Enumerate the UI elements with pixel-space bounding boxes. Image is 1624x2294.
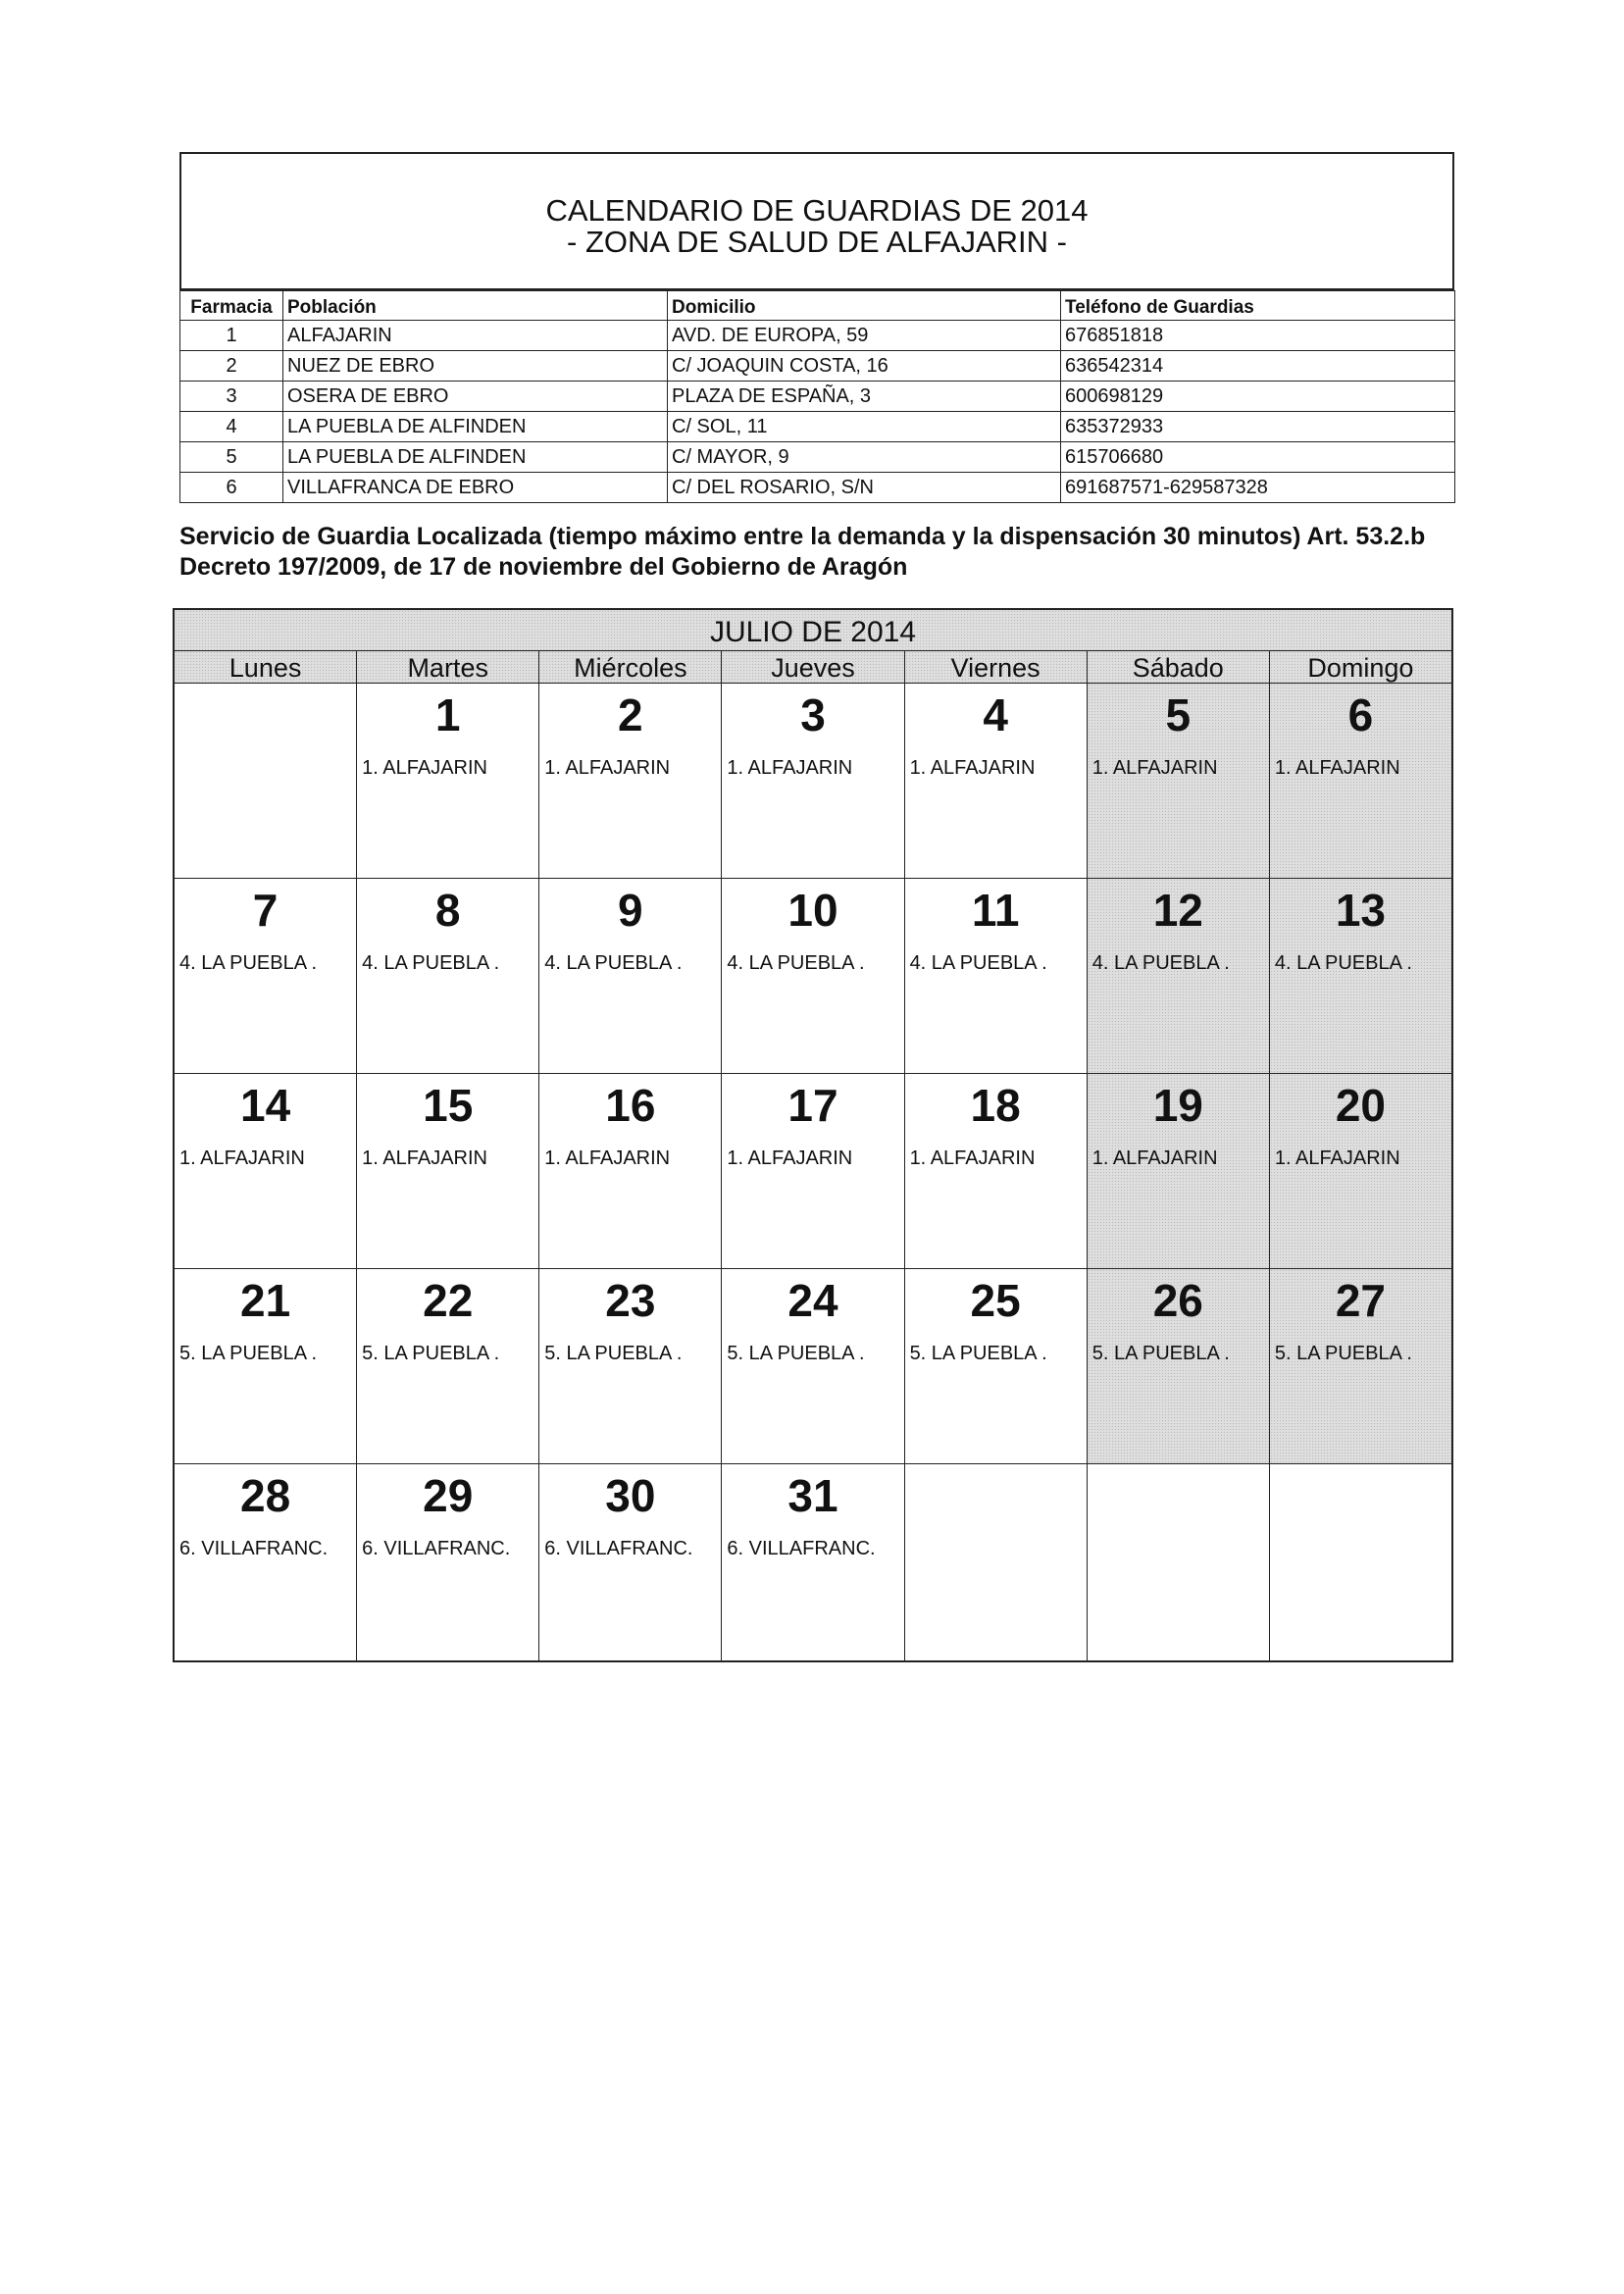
day-number: 24: [787, 1275, 838, 1326]
day-number: 14: [239, 1080, 291, 1131]
month-title: JULIO DE 2014: [175, 610, 1451, 651]
day-number: 17: [787, 1080, 838, 1131]
weekday-header: Domingo: [1269, 651, 1451, 683]
pharmacy-number: 3: [180, 382, 283, 412]
duty-pharmacy: 4. LA PUEBLA .: [362, 952, 500, 974]
day-number: 21: [239, 1275, 291, 1326]
calendar-day: [721, 1464, 903, 1660]
calendar-day: [904, 1074, 1087, 1268]
pharmacy-number: 5: [180, 442, 283, 473]
pharmacy-town: NUEZ DE EBRO: [283, 351, 668, 382]
pharmacy-number: 4: [180, 412, 283, 442]
day-number: 26: [1152, 1275, 1203, 1326]
day-number: 12: [1152, 885, 1203, 936]
calendar-day: [175, 879, 356, 1073]
duty-pharmacy: 1. ALFAJARIN: [179, 1147, 305, 1169]
day-number: 20: [1335, 1080, 1386, 1131]
calendar-day: [175, 1269, 356, 1463]
column-header-poblacion: Población: [283, 291, 668, 321]
duty-pharmacy: 1. ALFAJARIN: [909, 1147, 1036, 1169]
calendar-day: [904, 879, 1087, 1073]
duty-pharmacy: 6. VILLAFRANC.: [727, 1538, 876, 1559]
day-number: 9: [618, 885, 643, 936]
duty-pharmacy: 5. LA PUEBLA .: [362, 1343, 500, 1364]
duty-pharmacy: 1. ALFAJARIN: [909, 757, 1036, 779]
duty-pharmacy: 1. ALFAJARIN: [544, 757, 671, 779]
service-note-line1: Servicio de Guardia Localizada (tiempo máximo entre la demanda y la dispensación 30 minutos) Art. 53.2.b: [179, 523, 1426, 550]
weekday-header: Martes: [356, 651, 538, 683]
weekday-header: Miércoles: [538, 651, 721, 683]
day-number: 30: [605, 1470, 656, 1521]
day-number: 29: [423, 1470, 474, 1521]
duty-pharmacy: 4. LA PUEBLA .: [544, 952, 683, 974]
pharmacy-table-header-row: [180, 291, 1455, 321]
day-number: 3: [800, 689, 826, 740]
pharmacy-town: VILLAFRANCA DE EBRO: [283, 473, 668, 503]
calendar-day: [538, 684, 721, 878]
calendar-day: [1269, 684, 1451, 878]
pharmacy-number: 1: [180, 321, 283, 351]
day-number: 27: [1335, 1275, 1386, 1326]
calendar-day: [1087, 1074, 1269, 1268]
calendar-week: [175, 1074, 1451, 1269]
duty-pharmacy: 4. LA PUEBLA .: [179, 952, 318, 974]
day-number: 6: [1347, 689, 1374, 740]
day-number: 23: [605, 1275, 656, 1326]
day-number: 11: [971, 885, 1020, 936]
calendar-week: [175, 1269, 1451, 1464]
pharmacy-town: ALFAJARIN: [283, 321, 668, 351]
calendar-day: [1269, 1269, 1451, 1463]
duty-pharmacy: 4. LA PUEBLA .: [1274, 952, 1412, 974]
calendar-day: [721, 1074, 903, 1268]
day-number: 2: [618, 689, 643, 740]
calendar-week: [175, 879, 1451, 1074]
pharmacy-table: [179, 290, 1455, 503]
duty-pharmacy: 5. LA PUEBLA .: [544, 1343, 683, 1364]
service-note: [179, 522, 1484, 583]
calendar-empty-cell: [1087, 1464, 1269, 1660]
pharmacy-number: 2: [180, 351, 283, 382]
calendar-day: [356, 1464, 538, 1660]
calendar-day: [721, 1269, 903, 1463]
day-number: 22: [423, 1275, 474, 1326]
weekday-header: Lunes: [175, 651, 356, 683]
table-row: [180, 412, 1455, 442]
duty-pharmacy: 1. ALFAJARIN: [362, 757, 487, 779]
duty-pharmacy: 1. ALFAJARIN: [727, 757, 853, 779]
calendar-day: [175, 1074, 356, 1268]
column-header-telefono: Teléfono de Guardias: [1061, 291, 1455, 321]
pharmacy-address: C/ JOAQUIN COSTA, 16: [668, 351, 1061, 382]
calendar-day: [721, 879, 903, 1073]
calendar-day: [356, 1074, 538, 1268]
pharmacy-number: 6: [180, 473, 283, 503]
calendar-empty-cell: [1269, 1464, 1451, 1660]
duty-pharmacy: 6. VILLAFRANC.: [179, 1538, 329, 1559]
day-number: 4: [983, 689, 1008, 740]
calendar-day: [356, 1269, 538, 1463]
duty-pharmacy: 5. LA PUEBLA .: [909, 1343, 1047, 1364]
calendar-day: [175, 1464, 356, 1660]
calendar-day: [538, 1464, 721, 1660]
day-number: 5: [1165, 689, 1192, 740]
duty-pharmacy: 1. ALFAJARIN: [362, 1147, 487, 1169]
calendar-day: [1269, 879, 1451, 1073]
pharmacy-address: C/ SOL, 11: [668, 412, 1061, 442]
duty-pharmacy: 5. LA PUEBLA .: [179, 1343, 318, 1364]
header-box: [179, 152, 1454, 290]
column-header-domicilio: Domicilio: [668, 291, 1061, 321]
day-number: 10: [787, 885, 838, 936]
table-row: [180, 473, 1455, 503]
weekday-header-row: [175, 651, 1451, 684]
weekday-header: Jueves: [721, 651, 903, 683]
pharmacy-address: AVD. DE EUROPA, 59: [668, 321, 1061, 351]
pharmacy-phone: 676851818: [1061, 321, 1455, 351]
weekday-header: Viernes: [904, 651, 1087, 683]
day-number: 16: [605, 1080, 656, 1131]
calendar-day: [538, 879, 721, 1073]
day-number: 7: [252, 885, 279, 936]
calendar-empty-cell: [175, 684, 356, 878]
duty-pharmacy: 4. LA PUEBLA .: [727, 952, 865, 974]
duty-pharmacy: 6. VILLAFRANC.: [362, 1538, 511, 1559]
calendar-day: [1087, 684, 1269, 878]
pharmacy-town: LA PUEBLA DE ALFINDEN: [283, 412, 668, 442]
calendar-day: [1087, 879, 1269, 1073]
table-row: [180, 351, 1455, 382]
calendar-empty-cell: [904, 1464, 1087, 1660]
pharmacy-address: C/ DEL ROSARIO, S/N: [668, 473, 1061, 503]
pharmacy-town: OSERA DE EBRO: [283, 382, 668, 412]
calendar-weeks: [175, 684, 1451, 1660]
duty-pharmacy: 5. LA PUEBLA .: [1274, 1343, 1412, 1364]
duty-pharmacy: 1. ALFAJARIN: [1274, 757, 1400, 779]
table-row: [180, 442, 1455, 473]
page-subtitle: - ZONA DE SALUD DE ALFAJARIN -: [567, 225, 1067, 259]
table-row: [180, 382, 1455, 412]
calendar-day: [356, 684, 538, 878]
day-number: 19: [1152, 1080, 1203, 1131]
pharmacy-phone: 615706680: [1061, 442, 1455, 473]
calendar-day: [538, 1074, 721, 1268]
pharmacy-town: LA PUEBLA DE ALFINDEN: [283, 442, 668, 473]
calendar-day: [721, 684, 903, 878]
calendar-week: [175, 684, 1451, 879]
duty-pharmacy: 4. LA PUEBLA .: [909, 952, 1047, 974]
pharmacy-address: PLAZA DE ESPAÑA, 3: [668, 382, 1061, 412]
calendar-day: [1269, 1074, 1451, 1268]
day-number: 8: [434, 885, 461, 936]
duty-pharmacy: 5. LA PUEBLA .: [727, 1343, 865, 1364]
duty-pharmacy: 1. ALFAJARIN: [727, 1147, 853, 1169]
pharmacy-phone: 635372933: [1061, 412, 1455, 442]
duty-pharmacy: 4. LA PUEBLA .: [1091, 952, 1230, 974]
day-number: 28: [239, 1470, 291, 1521]
calendar: [173, 608, 1453, 1662]
day-number: 18: [970, 1080, 1021, 1131]
pharmacy-address: C/ MAYOR, 9: [668, 442, 1061, 473]
day-number: 31: [787, 1470, 838, 1521]
pharmacy-phone: 600698129: [1061, 382, 1455, 412]
calendar-day: [1087, 1269, 1269, 1463]
duty-pharmacy: 1. ALFAJARIN: [1274, 1147, 1400, 1169]
day-number: 13: [1335, 885, 1386, 936]
duty-pharmacy: 5. LA PUEBLA .: [1091, 1343, 1230, 1364]
calendar-day: [904, 1269, 1087, 1463]
calendar-day: [356, 879, 538, 1073]
day-number: 15: [423, 1080, 474, 1131]
service-note-line2: Decreto 197/2009, de 17 de noviembre del Gobierno de Aragón: [179, 553, 908, 581]
calendar-day: [904, 684, 1087, 878]
pharmacy-phone: 691687571-629587328: [1061, 473, 1455, 503]
day-number: 1: [434, 689, 461, 740]
calendar-day: [538, 1269, 721, 1463]
duty-pharmacy: 1. ALFAJARIN: [544, 1147, 671, 1169]
page-title: CALENDARIO DE GUARDIAS DE 2014: [545, 193, 1089, 228]
table-row: [180, 321, 1455, 351]
calendar-week: [175, 1464, 1451, 1660]
duty-pharmacy: 1. ALFAJARIN: [1091, 1147, 1218, 1169]
day-number: 25: [970, 1275, 1021, 1326]
column-header-farmacia: Farmacia: [180, 291, 283, 321]
duty-pharmacy: 1. ALFAJARIN: [1091, 757, 1218, 779]
duty-pharmacy: 6. VILLAFRANC.: [544, 1538, 693, 1559]
weekday-header: Sábado: [1087, 651, 1269, 683]
pharmacy-phone: 636542314: [1061, 351, 1455, 382]
